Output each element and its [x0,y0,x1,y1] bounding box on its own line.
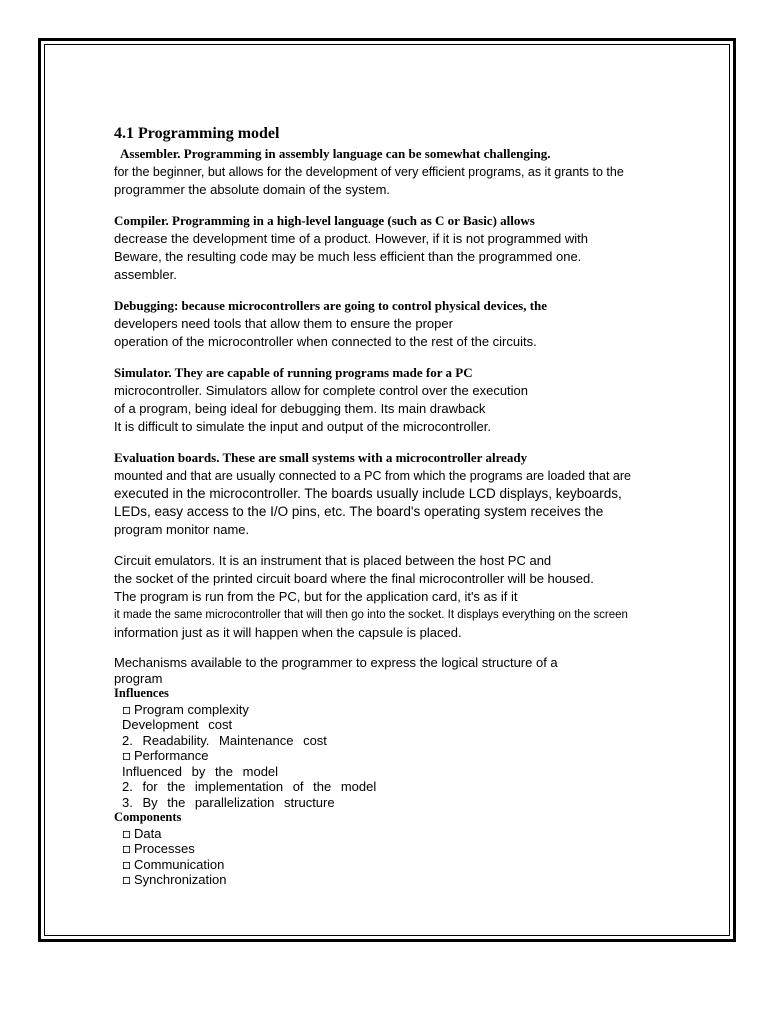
components-title: Components [114,810,182,824]
document-body [114,124,674,888]
paragraph-line: Circuit emulators. It is an instrument that is placed between the host PC and [114,553,552,568]
paragraph-line: The program is run from the PC, but for the application card, it's as if it [114,589,518,604]
paragraph-compiler [114,212,674,284]
bullet-box-icon [123,861,130,868]
paragraph-lead: Simulator. They are capable of running programs made for a PC [114,365,473,380]
list-item: 2. Readability. Maintenance cost [122,732,327,748]
paragraph-line: programmer the absolute domain of the system. [114,182,391,197]
paragraph-line: assembler. [114,267,177,282]
paragraph-line: program monitor name. [114,522,250,537]
paragraph-assembler [114,145,674,199]
paragraph-line: Beware, the resulting code may be much less efficient than the programmed one. [114,249,582,264]
paragraph-line: microcontroller. Simulators allow for complete control over the execution [114,383,529,398]
paragraph-line: for the beginner, but allows for the development of very efficient programs, as it grants to the [114,165,624,179]
paragraph-line: information just as it will happen when the capsule is placed. [114,625,462,640]
paragraph-line: LEDs, easy access to the I/O pins, etc. The board's operating system receives the [114,504,604,519]
list-item: Data [114,826,674,842]
paragraph-line: It is difficult to simulate the input and output of the microcontroller. [114,419,491,434]
paragraph-lead: Assembler. Programming in assembly language can be somewhat challenging. [120,146,551,161]
list-item: Program complexity [114,702,674,718]
list-item: Influenced by the model [122,763,279,779]
paragraph-lead: Evaluation boards. These are small systems with a microcontroller already [114,450,528,465]
paragraph-lead: Compiler. Programming in a high-level language (such as C or Basic) allows [114,213,535,228]
bullet-box-icon [123,846,130,853]
section-heading: 4.1 Programming model [114,125,280,142]
paragraph-evaluation-boards [114,449,674,539]
list-item: Performance [114,748,674,764]
mechanisms-intro: program [114,670,163,686]
paragraph-line: decrease the development time of a product. However, if it is not programmed with [114,231,589,246]
bullet-box-icon [123,830,130,837]
paragraph-line: developers need tools that allow them to ensure the proper [114,316,453,331]
paragraph-debugging [114,297,674,351]
paragraph-line: it made the same microcontroller that will then go into the socket. It displays everything on the screen [114,609,628,621]
bullet-box-icon [123,753,130,760]
list-item: Synchronization [114,872,674,888]
paragraph-line: mounted and that are usually connected to a PC from which the programs are loaded that are [114,469,631,483]
bullet-box-icon [123,706,130,713]
paragraph-circuit-emulators [114,552,674,642]
list-item: Communication [114,857,674,873]
list-item: 3. By the parallelization structure [122,794,335,810]
bullet-box-icon [123,877,130,884]
influences-title: Influences [114,686,169,700]
list-item: Development cost [122,717,233,732]
list-item: Processes [114,841,674,857]
paragraph-lead: Debugging: because microcontrollers are going to control physical devices, the [114,298,548,313]
list-item: 2. for the implementation of the model [122,779,377,794]
mechanisms-block [114,655,674,888]
paragraph-line: executed in the microcontroller. The boards usually include LCD displays, keyboards, [114,486,622,501]
paragraph-line: the socket of the printed circuit board where the final microcontroller will be housed. [114,571,594,586]
mechanisms-intro: Mechanisms available to the programmer to express the logical structure of a [114,655,558,670]
paragraph-simulator [114,364,674,436]
paragraph-line: operation of the microcontroller when connected to the rest of the circuits. [114,334,537,349]
paragraph-line: of a program, being ideal for debugging them. Its main drawback [114,401,486,416]
